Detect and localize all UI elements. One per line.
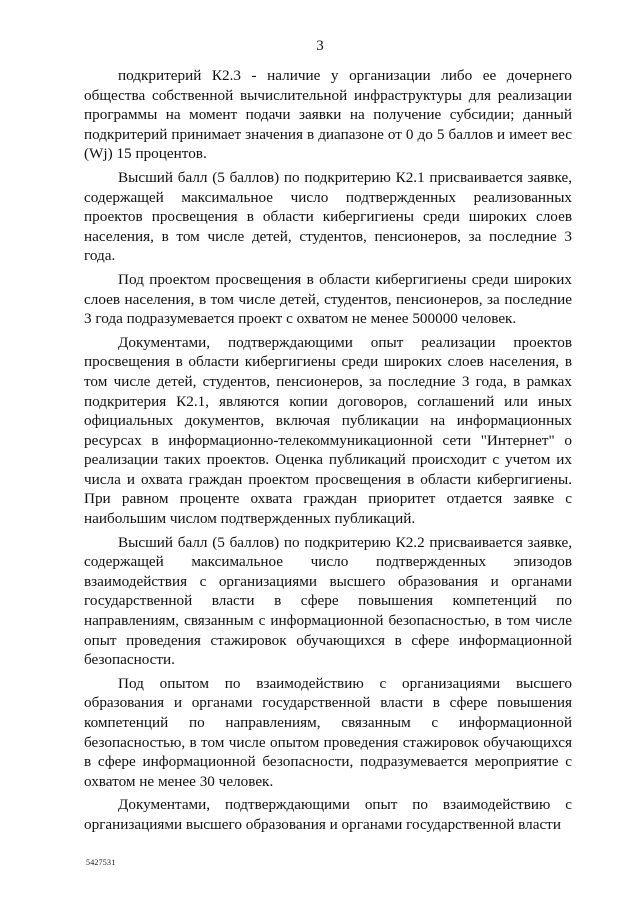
- paragraph-interaction-documents: Документами, подтверждающими опыт по взаимодействию с организациями высшего образования и органами государственной власти: [84, 796, 572, 833]
- paragraph-subcriterion-k2-3: подкритерий К2.3 - наличие у организации либо ее дочернего общества собственной вычислительной инфраструктуры для реализации программы на момент подачи заявки на получение субсидии; данный подкритерий принимает значения в диапазоне от 0 до 5 баллов и имеет вес (Wj) 15 процентов.: [84, 67, 572, 163]
- paragraph-interaction-experience-definition: Под опытом по взаимодействию с организациями высшего образования и органами государственной власти в сфере повышения компетенций по направлениям, связанным с информационной безопасностью, в том числе опытом проведения стажировок обучающихся в сфере информационной безопасности, подразумевается мероприятие с охватом не менее 30 человек.: [84, 674, 572, 790]
- document-body: [84, 66, 572, 835]
- paragraph-k2-1-documents: Документами, подтверждающими опыт реализации проектов просвещения в области кибергигиены среди широких слоев населения, в том числе детей, студентов, пенсионеров, за последние 3 года, в рамках подкритерия К2.1, являются копии договоров, соглашений или иных официальных документов, включая публикации на информационных ресурсах в информационно-телекоммуникационной сети "Интернет" о реализации таких проектов. Оценка публикаций происходит с учетом их числа и охвата граждан проектом просвещения в области кибергигиены. При равном проценте охвата граждан приоритет отдается заявке с наибольшим числом подтвержденных публикаций.: [84, 333, 572, 528]
- page-number: 3: [316, 38, 324, 54]
- paragraph-highest-score-k2-1: Высший балл (5 баллов) по подкритерию К2.1 присваивается заявке, содержащей максимальное число подтвержденных реализованных проектов просвещения в области кибергигиены среди широких слоев населения, в том числе детей, студентов, пенсионеров, за последние 3 года.: [84, 168, 572, 265]
- paragraph-education-project-definition: Под проектом просвещения в области кибергигиены среди широких слоев населения, в том числе детей, студентов, пенсионеров, за последние 3 года подразумевается проект с охватом не менее 500000 человек.: [84, 270, 572, 328]
- document-code: 5427531: [86, 858, 116, 867]
- paragraph-highest-score-k2-2: Высший балл (5 баллов) по подкритерию К2.2 присваивается заявке, содержащей максимальное число подтвержденных эпизодов взаимодействия с организациями высшего образования и органами государственной власти в сфере повышения компетенций по направлениям, связанным с информационной безопасностью, в том числе опыт проведения стажировок обучающихся в сфере информационной безопасности.: [84, 533, 572, 669]
